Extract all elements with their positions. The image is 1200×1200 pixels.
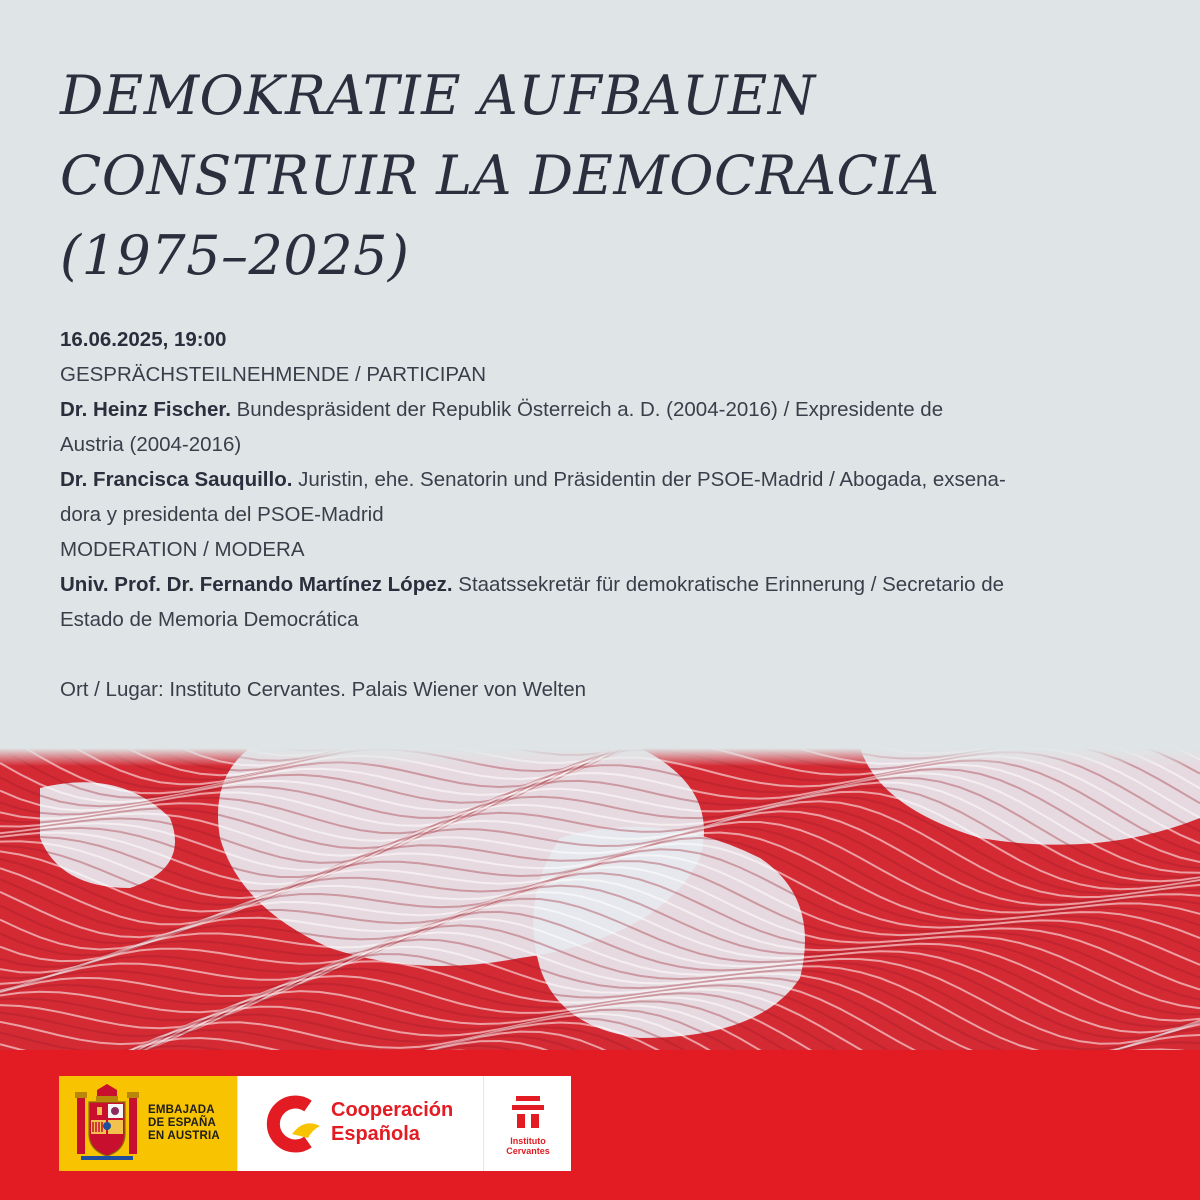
cooperacion-logo (237, 1076, 483, 1171)
poster-title (60, 56, 1160, 296)
spanish-coat-of-arms-icon (67, 1076, 147, 1171)
participants-heading: GESPRÄCHSTEILNEHMENDE / PARTICIPAN (60, 363, 487, 386)
embassy-line: EN AUSTRIA (148, 1130, 220, 1142)
embassy-line: DE ESPAÑA (148, 1117, 217, 1129)
participant-description: Juristin, ehe. Senatorin und Präsidentin der PSOE-Madrid / Abogada, exsena- (292, 468, 1006, 491)
title-line-spanish: CONSTRUIR LA DEMOCRACIA (60, 144, 940, 207)
event-datetime: 16.06.2025, 19:00 (60, 328, 227, 351)
cervantes-line: Cervantes (506, 1146, 550, 1156)
participant-entry (60, 462, 1170, 497)
moderator-description-cont: Estado de Memoria Democrática (60, 608, 359, 631)
title-line-years: (1975–2025) (60, 224, 410, 287)
artwork-top-fade (0, 748, 1200, 1050)
cooperacion-logo-text (331, 1098, 453, 1146)
footer-logo-bar (0, 1050, 1200, 1200)
moderation-heading: MODERATION / MODERA (60, 538, 305, 561)
spacer (60, 637, 1170, 672)
moderator-entry (60, 567, 1170, 602)
embassy-line: EMBAJADA (148, 1104, 215, 1116)
cervantes-logo-text (484, 1136, 572, 1156)
event-location: Ort / Lugar: Instituto Cervantes. Palais Wiener von Welten (60, 678, 587, 701)
cervantes-logo-icon (484, 1076, 572, 1136)
moderator-description: Staatssekretär für demokratische Erinnerung / Secretario de (452, 573, 1005, 596)
participant-name: Dr. Heinz Fischer. (60, 398, 231, 421)
cervantes-line: Instituto (510, 1136, 546, 1146)
embassy-logo (59, 1076, 237, 1171)
participant-name: Dr. Francisca Sauquillo. (60, 468, 293, 491)
cooperacion-line: Española (331, 1123, 420, 1145)
flag-wave-graphic (0, 748, 1200, 1050)
event-details (60, 322, 1170, 707)
wavy-flag-artwork (0, 748, 1200, 1050)
participant-entry (60, 392, 1170, 427)
participant-description: Bundespräsident der Republik Österreich a. D. (2004-2016) / Expresidente de (230, 398, 944, 421)
cooperacion-line: Cooperación (331, 1099, 454, 1121)
participant-description-cont: dora y presidenta del PSOE-Madrid (60, 503, 384, 526)
participant-description-cont: Austria (2004-2016) (60, 433, 242, 456)
moderator-name: Univ. Prof. Dr. Fernando Martínez López. (60, 573, 453, 596)
cooperacion-c-logo-icon (252, 1076, 332, 1171)
embassy-logo-text (148, 1104, 220, 1143)
title-line-german: DEMOKRATIE AUFBAUEN (60, 64, 816, 127)
instituto-cervantes-logo (483, 1076, 571, 1171)
